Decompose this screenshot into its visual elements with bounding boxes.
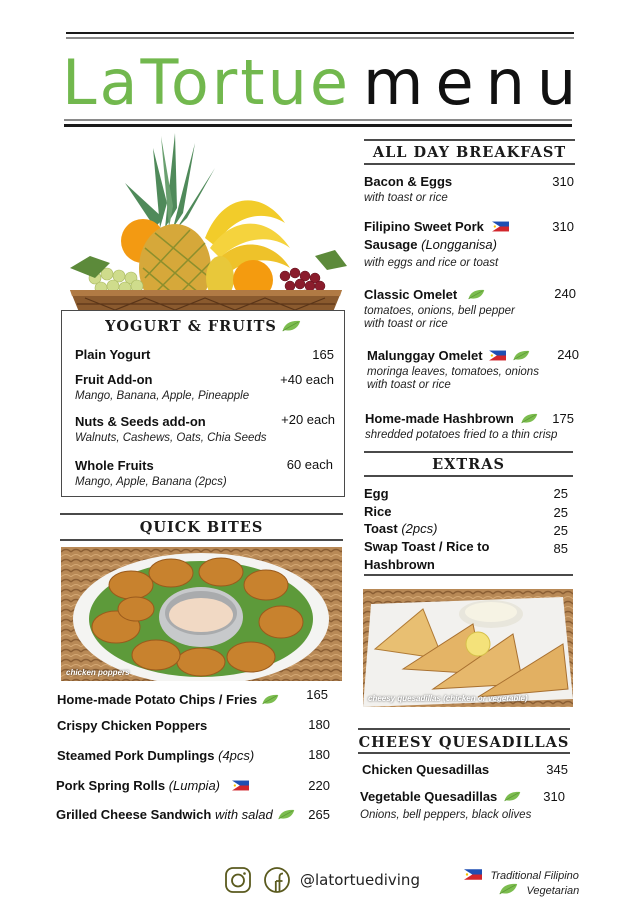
item-price: 180 (308, 717, 330, 732)
item-name: Vegetable Quesadillas (360, 789, 498, 804)
item-name: Toast (364, 521, 398, 536)
yogurt-fruits-heading-text: YOGURT & FRUITS (105, 318, 277, 335)
menu-item: Rice (364, 504, 392, 519)
header-bottom-rule-2 (64, 124, 572, 127)
menu-item (75, 458, 227, 488)
menu-title: menu (363, 46, 589, 119)
item-name: Fruit Add-on (75, 372, 153, 387)
philippine-flag-icon (464, 869, 482, 880)
item-description-line2: with toast or rice (367, 379, 451, 391)
instagram-icon[interactable] (224, 866, 252, 894)
extras-heading: EXTRAS (432, 456, 505, 473)
item-price: 175 (552, 411, 574, 426)
item-name: Nuts & Seeds add-on (75, 414, 206, 429)
item-price: 310 (552, 174, 574, 189)
breakfast-bottom-rule (364, 163, 575, 165)
header-top-rule (66, 32, 574, 34)
quesadillas-top-rule (358, 728, 570, 730)
item-price: +20 each (281, 412, 335, 427)
item-name: Home-made Hashbrown (365, 411, 514, 426)
quick-bites-heading: QUICK BITES (139, 519, 264, 536)
item-description: moringa leaves, tomatoes, onions (367, 366, 539, 378)
menu-item (364, 539, 489, 572)
quick-bites-top-rule (60, 513, 343, 515)
philippine-flag-icon (489, 350, 506, 361)
menu-item (57, 748, 254, 763)
philippine-flag-icon (492, 221, 509, 232)
header-bottom-rule (64, 119, 572, 121)
menu-item (367, 348, 539, 391)
menu-item (364, 521, 437, 536)
menu-item (360, 789, 531, 821)
item-description: shredded potatoes fried to a thin crisp (365, 429, 558, 441)
item-price: +40 each (280, 372, 334, 387)
quick-bites-bottom-rule (60, 539, 343, 541)
leaf-icon (261, 694, 279, 705)
item-description-line2: with toast or rice (364, 318, 448, 330)
menu-item (365, 411, 557, 441)
leaf-icon (467, 289, 485, 300)
legend-label: Traditional Filipino (490, 870, 579, 882)
menu-item (56, 778, 249, 793)
item-price: 25 (553, 505, 568, 520)
menu-item (75, 372, 249, 402)
leaf-icon (520, 413, 538, 424)
quesadillas-image (363, 589, 573, 707)
menu-item: Chicken Quesadillas (362, 762, 490, 777)
menu-item (364, 287, 515, 330)
item-note: (4pcs) (218, 748, 255, 763)
leaf-icon (512, 350, 530, 361)
item-price: 240 (557, 347, 579, 362)
item-note: (Longganisa) (421, 237, 497, 252)
item-description: tomatoes, onions, bell pepper (364, 305, 515, 317)
extras-top-rule (364, 451, 573, 453)
item-price: 220 (308, 778, 330, 793)
item-name: Plain Yogurt (75, 347, 151, 362)
menu-item (57, 692, 279, 707)
brand-name: LaTortue (62, 46, 352, 119)
legend-label: Vegetarian (526, 885, 580, 897)
legend-vegetarian (498, 881, 579, 899)
item-name: Steamed Pork Dumplings (57, 748, 215, 763)
menu-item: Egg (364, 486, 389, 501)
breakfast-top-rule (364, 139, 575, 141)
leaf-icon (503, 791, 521, 802)
quesadillas-bottom-rule (358, 752, 570, 754)
item-note: with salad (214, 807, 273, 822)
header-top-rule-2 (66, 37, 574, 39)
menu-item (75, 347, 150, 362)
item-price: 25 (553, 523, 568, 538)
item-price: 60 each (286, 457, 333, 472)
item-price: 345 (546, 762, 568, 777)
item-price: 180 (308, 747, 330, 762)
chicken-poppers-caption: chicken poppers (66, 668, 130, 677)
fruit-basket-image (65, 128, 347, 312)
item-description: Mango, Apple, Banana (2pcs) (75, 476, 227, 488)
item-price: 310 (543, 789, 565, 804)
yogurt-fruits-heading (61, 318, 345, 335)
item-description: Mango, Banana, Apple, Pineapple (75, 390, 250, 402)
item-name: Pork Spring Rolls (56, 778, 166, 793)
menu-item (364, 219, 509, 269)
item-price: 165 (312, 347, 334, 362)
item-description: with toast or rice (364, 192, 448, 204)
item-name: Swap Toast / Rice to (364, 539, 490, 554)
extras-bottom-rule (364, 475, 573, 477)
page-title (62, 46, 589, 119)
item-name: Classic Omelet (364, 287, 458, 302)
quesadillas-heading: CHEESY QUESADILLAS (358, 734, 570, 751)
item-name: Filipino Sweet Pork (364, 219, 484, 234)
item-price: 25 (553, 486, 568, 501)
item-name-line2: Hashbrown (364, 557, 435, 572)
item-name: Malunggay Omelet (367, 348, 483, 363)
item-name: Bacon & Eggs (364, 174, 453, 189)
item-name: Crispy Chicken Poppers (57, 718, 208, 733)
item-price: 240 (554, 286, 576, 301)
item-name-line2: Sausage (364, 237, 418, 252)
menu-item (364, 174, 452, 204)
facebook-icon[interactable] (263, 866, 291, 894)
social-handle[interactable]: @latortuediving (300, 871, 420, 889)
menu-item (75, 414, 267, 444)
quesadillas-caption: cheesy quesadillas (chicken or vegetable) (368, 694, 528, 703)
item-price: 265 (308, 807, 330, 822)
item-description: Walnuts, Cashews, Oats, Chia Seeds (75, 432, 267, 444)
item-price: 310 (552, 219, 574, 234)
menu-item (57, 718, 207, 733)
item-name: Home-made Potato Chips / Fries (57, 692, 258, 707)
item-name: Whole Fruits (75, 458, 154, 473)
menu-item (56, 807, 295, 822)
chicken-poppers-image (61, 547, 342, 681)
leaf-icon (281, 320, 301, 332)
item-price: 85 (553, 541, 568, 556)
item-description: with eggs and rice or toast (364, 257, 499, 269)
item-note: (2pcs) (401, 521, 438, 536)
item-description: Onions, bell peppers, black olives (360, 809, 532, 821)
breakfast-heading: ALL DAY BREAKFAST (372, 144, 567, 161)
leaf-icon (498, 883, 518, 895)
philippine-flag-icon (232, 780, 249, 791)
item-note: (Lumpia) (168, 778, 220, 793)
item-name: Grilled Cheese Sandwich (56, 807, 212, 822)
leaf-icon (277, 809, 295, 820)
item-price: 165 (306, 687, 328, 702)
extras-end-rule (364, 574, 573, 576)
